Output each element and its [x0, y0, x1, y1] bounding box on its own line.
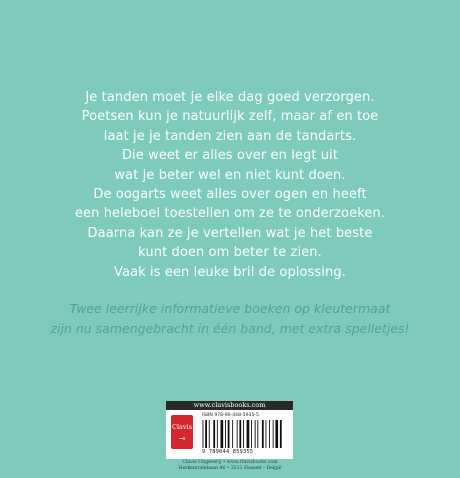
blurb-line: De oogarts weet alles over ogen en heeft: [93, 187, 367, 203]
barcode-panel: [166, 401, 293, 459]
blurb-line: een heleboel toestellen om ze te onderzoeken.: [74, 206, 386, 222]
back-cover-blurb: [0, 88, 460, 282]
publisher-line: Herkenrodebaan 46 • 3511 Hasselt – België: [178, 465, 282, 471]
blurb-line: Die weet er alles over en legt uit: [121, 148, 339, 164]
tagline-line: Twee leerrijke informatieve boeken op kleutermaat: [69, 301, 391, 316]
blurb-line: Je tanden moet je elke dag goed verzorgen.: [85, 90, 375, 105]
blurb-line: Daarna kan ze je vertellen wat je het beste: [87, 225, 373, 241]
key-icon: ⊸: [178, 434, 186, 443]
publisher-line: Clavis Uitgeverij • www.clavisbooks.com: [182, 460, 278, 465]
tagline: [0, 299, 460, 339]
blurb-line: Poetsen kun je natuurlijk zelf, maar af en toe: [81, 109, 379, 125]
clavis-logo: [171, 415, 193, 449]
isbn-label: ISBN 978-90-448-5935-5: [202, 413, 259, 418]
publisher-info: [0, 460, 460, 472]
blurb-line: Vaak is een leuke bril de oplossing.: [114, 264, 346, 280]
blurb-line: kunt doen om beter te zien.: [138, 245, 322, 261]
tagline-line: zijn nu samengebracht in één band, met extra spelletjes!: [50, 321, 410, 336]
blurb-line: wat je beter wel en niet kunt doen.: [114, 167, 346, 183]
barcode-number: 9 789044 859355: [202, 449, 254, 455]
barcode-icon: [202, 420, 288, 448]
logo-text: Clavis: [171, 423, 192, 431]
blurb-line: laat je je tanden zien aan de tandarts.: [103, 128, 357, 144]
website-label: www.clavisbooks.com: [166, 401, 293, 410]
